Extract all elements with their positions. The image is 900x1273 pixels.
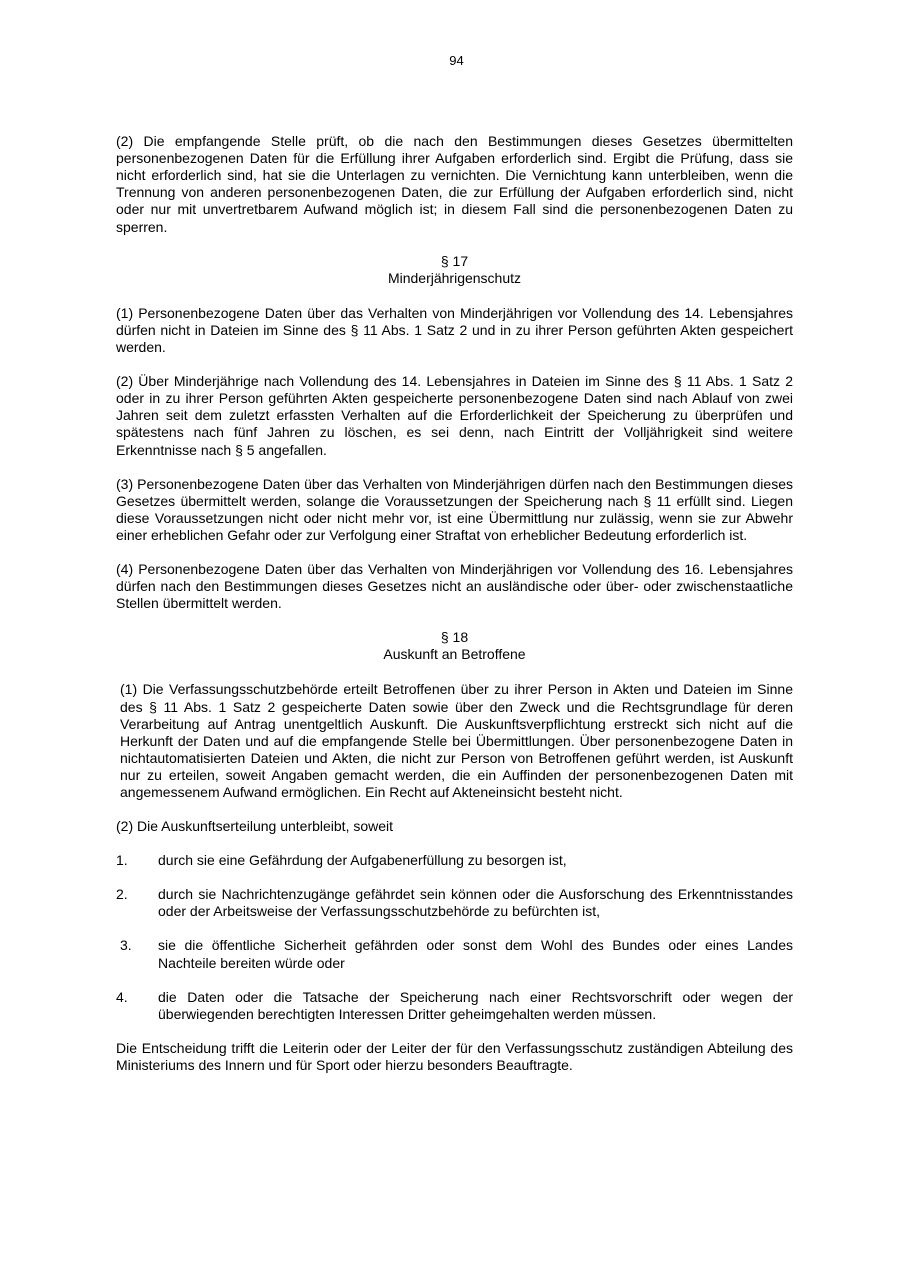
section-18-paragraph-2: (2) Die Auskunftserteilung unterbleibt, soweit [116,818,394,835]
section-17-heading [116,253,793,287]
page-number: 94 [449,53,464,68]
list-item-number: 2. [116,886,128,903]
section-17-title: Minderjährigenschutz [387,269,522,286]
list-item-text: durch sie eine Gefährdung der Aufgabenerfüllung zu besorgen ist, [158,852,567,869]
list-item [116,886,793,920]
section-17-paragraph-2: (2) Über Minderjährige nach Vollendung des 14. Lebensjahres in Dateien im Sinne des § 11 Abs. 1 Satz 2 oder in zu ihrer Person geführten Akten gespeicherte personenbezogene Daten sind nach Ablauf von zwei Jahren seit dem zuletzt erfassten Verhalten auf die Erforderlichkeit der Speicherung zu überprüfen und spätestens nach fünf Jahren zu löschen, es sei denn, nach Eintritt der Volljährigkeit sind weitere Erkenntnisse nach § 5 angefallen. [116,373,793,458]
list-item-text: sie die öffentliche Sicherheit gefährden oder sonst dem Wohl des Bundes oder eines Landes Nachteile bereiten würde oder [158,937,793,971]
section-17-number: § 17 [440,252,469,269]
section-17-paragraph-3: (3) Personenbezogene Daten über das Verhalten von Minderjährigen dürfen nach den Bestimmungen dieses Gesetzes übermittelt werden, solange die Voraussetzungen der Speicherung nach § 11 erfüllt sind. Liegen diese Voraussetzungen nicht oder nicht mehr vor, ist eine Übermittlung nur zulässig, wenn sie zur Abwehr einer erheblichen Gefahr oder zur Verfolgung einer Straftat von erheblicher Bedeutung erforderlich ist. [116,475,793,543]
list-item-text: durch sie Nachrichtenzugänge gefährdet sein können oder die Ausforschung des Erkenntnisstandes oder der Arbeitsweise der Verfassungsschutzbehörde zu befürchten ist, [158,886,793,920]
list-item [116,989,793,1023]
list-item-text: die Daten oder die Tatsache der Speicherung nach einer Rechtsvorschrift oder wegen der überwiegenden berechtigten Interessen Dritter geheimgehalten werden müssen. [158,988,793,1022]
section-18-heading [116,629,793,663]
exception-list [116,852,793,1023]
section-18-number: § 18 [440,629,469,646]
list-item [116,852,793,869]
list-item-number: 1. [116,852,128,869]
list-item-number: 3. [120,937,132,954]
section-17-paragraph-1: (1) Personenbezogene Daten über das Verhalten von Minderjährigen vor Vollendung des 14. Lebensjahres dürfen nicht in Dateien im Sinne des § 11 Abs. 1 Satz 2 und in zu ihrer Person geführten Akten gespeichert werden. [116,304,793,356]
list-item-number: 4. [116,988,128,1005]
section-18-title: Auskunft an Betroffene [383,646,526,663]
document-page [116,52,793,1091]
intro-paragraph: (2) Die empfangende Stelle prüft, ob die nach den Bestimmungen dieses Gesetzes übermittelten personenbezogenen Daten für die Erfüllung ihrer Aufgaben erforderlich sind. Ergibt die Prüfung, dass sie nicht erforderlich sind, hat sie die Unterlagen zu vernichten. Die Vernichtung kann unterbleiben, wenn die Trennung von anderen personenbezogenen Daten, die zur Erfüllung der Aufgaben erforderlich sind, nicht oder nur mit unvertretbarem Aufwand möglich ist; in diesem Fall sind die personenbezogenen Daten zu sperren. [116,133,793,235]
section-17-paragraph-4: (4) Personenbezogene Daten über das Verhalten von Minderjährigen vor Vollendung des 16. Lebensjahres dürfen nach den Bestimmungen dieses Gesetzes nicht an ausländische oder über- oder zwischenstaatliche Stellen übermittelt werden. [116,560,793,612]
closing-paragraph: Die Entscheidung trifft die Leiterin oder der Leiter der für den Verfassungsschutz zuständigen Abteilung des Ministeriums des Innern und für Sport oder hierzu besonders Beauftragte. [116,1039,793,1073]
section-18-paragraph-1: (1) Die Verfassungsschutzbehörde erteilt Betroffenen über zu ihrer Person in Akten und Dateien im Sinne des § 11 Abs. 1 Satz 2 gespeicherte Daten sowie über den Zweck und die Rechtsgrundlage für deren Verarbeitung auf Antrag unentgeltlich Auskunft. Die Auskunftsverpflichtung erstreckt sich nicht auf die Herkunft der Daten und auf die empfangende Stelle bei Übermittlungen. Über personenbezogene Daten in nichtautomatisierten Dateien und Akten, die nicht zur Person von Betroffenen geführt werden, ist Auskunft nur zu erteilen, soweit Angaben gemacht werden, die ein Auffinden der personenbezogenen Daten mit angemessenem Aufwand ermöglichen. Ein Recht auf Akteneinsicht besteht nicht. [120,681,793,800]
list-item [116,937,793,971]
